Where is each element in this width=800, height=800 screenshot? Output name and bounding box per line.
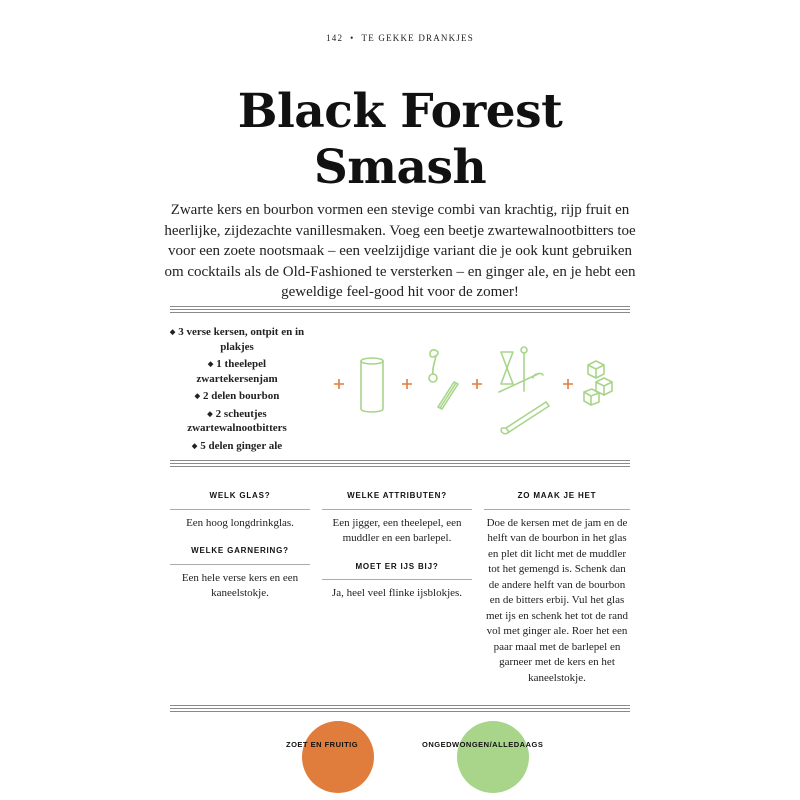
running-head bbox=[0, 33, 800, 43]
recipe-title bbox=[0, 84, 800, 196]
tools-heading: WELKE ATTRIBUTEN? bbox=[322, 488, 472, 510]
chapter-title: TE GEKKE DRANKJES bbox=[361, 33, 474, 43]
page-number: 142 bbox=[326, 33, 344, 43]
jigger-barspoon-muddler-icon bbox=[499, 347, 549, 434]
flavor-tag-label: ZOET EN FRUITIG bbox=[286, 740, 359, 749]
garnish-heading: WELKE GARNERING? bbox=[170, 543, 310, 565]
ice-cubes-icon bbox=[584, 361, 612, 405]
garnish-text: Een hele verse kers en een kaneelstokje. bbox=[181, 571, 299, 599]
ingredient-item: ◆ 2 delen bourbon bbox=[166, 389, 308, 404]
occasion-tag-label: ONGEDWONGEN/ALLEDAAGS bbox=[422, 740, 544, 749]
ice-heading: MOET ER IJS BIJ? bbox=[322, 559, 472, 581]
glass-garnish-column bbox=[170, 488, 310, 614]
flavor-tag-circle bbox=[302, 721, 374, 793]
divider-middle bbox=[170, 460, 630, 467]
ingredient-list bbox=[166, 325, 308, 456]
tools-text: Een jigger, een theelepel, een muddler en een barlepel. bbox=[332, 516, 462, 544]
method-heading: ZO MAAK JE HET bbox=[484, 488, 630, 510]
glass-text: Een hoog longdrinkglas. bbox=[186, 516, 294, 529]
title-line-2: Smash bbox=[313, 140, 487, 195]
highball-glass-icon bbox=[361, 358, 383, 412]
plus-icon bbox=[563, 379, 573, 389]
tools-illustration bbox=[326, 340, 616, 440]
divider-top bbox=[170, 306, 630, 313]
method-column bbox=[484, 488, 630, 698]
glass-heading: WELK GLAS? bbox=[170, 488, 310, 510]
ingredient-item: ◆ 2 scheutjes zwartewalnootbitters bbox=[166, 407, 308, 436]
plus-icon bbox=[334, 379, 344, 389]
method-text: Doe de kersen met de jam en de helft van de bourbon in het glas en plet dit licht met de muddler tot het gemengd is. Schenk dan de andere helft van de bourbon en de bitters erbij. Vul het glas met ijs en schenk het tot de rand vol met ginger ale. Roer het een paar maal met de barlepel en garneer met de kers en het kaneelstokje. bbox=[485, 516, 629, 684]
ingredient-item: ◆ 1 theelepel zwartekersenjam bbox=[166, 357, 308, 386]
ice-text: Ja, heel veel flinke ijsblokjes. bbox=[331, 587, 463, 599]
ingredient-item: ◆ 3 verse kersen, ontpit en in plakjes bbox=[166, 325, 308, 354]
cherry-cinnamon-stick-icon bbox=[429, 350, 458, 409]
ingredient-item: ◆ 5 delen ginger ale bbox=[166, 439, 308, 454]
occasion-tag-circle bbox=[457, 721, 529, 793]
tools-ice-column bbox=[322, 488, 472, 614]
separator-dot: • bbox=[350, 33, 355, 43]
title-line-1: Black Forest bbox=[237, 84, 563, 139]
divider-bottom bbox=[170, 705, 630, 712]
plus-icon bbox=[402, 379, 412, 389]
plus-icon bbox=[472, 379, 482, 389]
intro-paragraph: Zwarte kers en bourbon vormen een stevige combi van krachtig, rijp fruit en heerlijke, zijdezachte vanillesmaken. Voeg een beetje zwartewalnootbitters toe voor een zoete nootsmaak – een veelzijdige variant die je ook kunt gebruiken om cocktails als de Old-Fashioned te versterken – en ginger ale, en je hebt een geweldige feel-good hit voor de zomer! bbox=[164, 202, 636, 300]
